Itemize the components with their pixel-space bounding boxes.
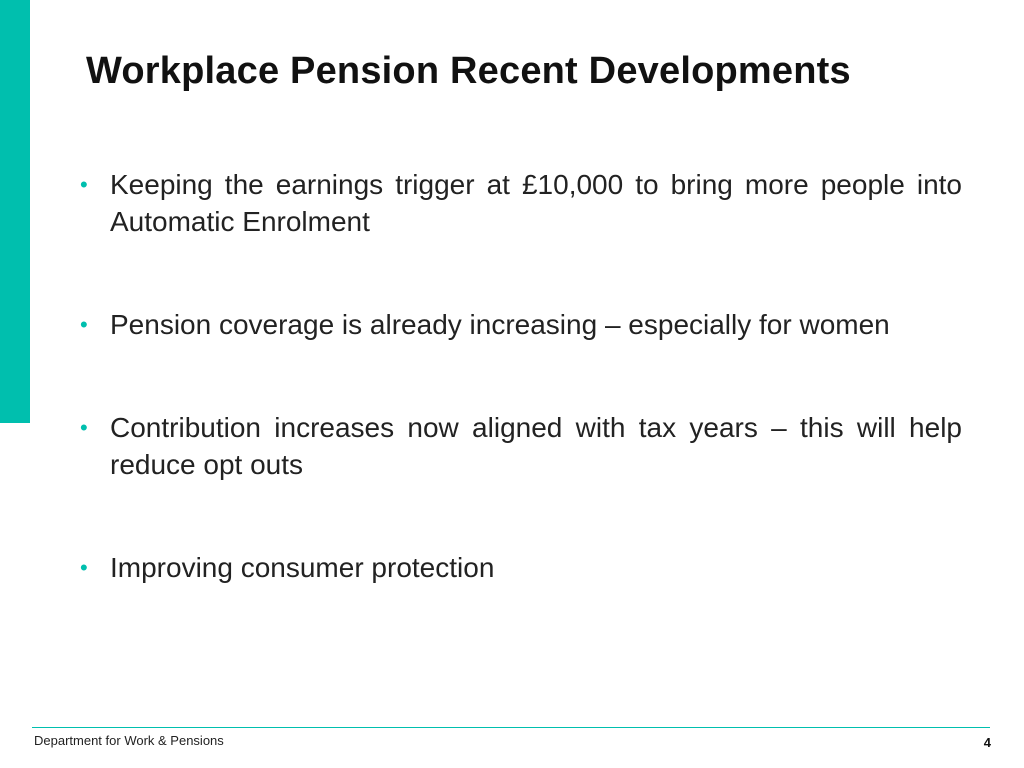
bullet-text: Pension coverage is already increasing – especially for women [110,309,890,340]
bullet-list [78,166,962,586]
bullet-marker-icon: • [80,172,88,197]
bullet-item [78,409,962,483]
footer-department: Department for Work & Pensions [34,733,224,748]
bullet-item [78,166,962,240]
slide-title: Workplace Pension Recent Developments [86,50,851,92]
page-number: 4 [983,735,991,750]
bullet-item [78,306,962,343]
footer-divider [32,727,990,728]
bullet-marker-icon: • [80,312,88,337]
bullet-text: Contribution increases now aligned with tax years – this will help reduce opt outs [110,412,962,480]
bullet-marker-icon: • [80,415,88,440]
bullet-text: Improving consumer protection [110,552,495,583]
bullet-marker-icon: • [80,555,88,580]
bullet-text: Keeping the earnings trigger at £10,000 to bring more people into Automatic Enrolment [110,169,962,237]
accent-sidebar-bar [0,0,30,423]
bullet-item [78,549,962,586]
